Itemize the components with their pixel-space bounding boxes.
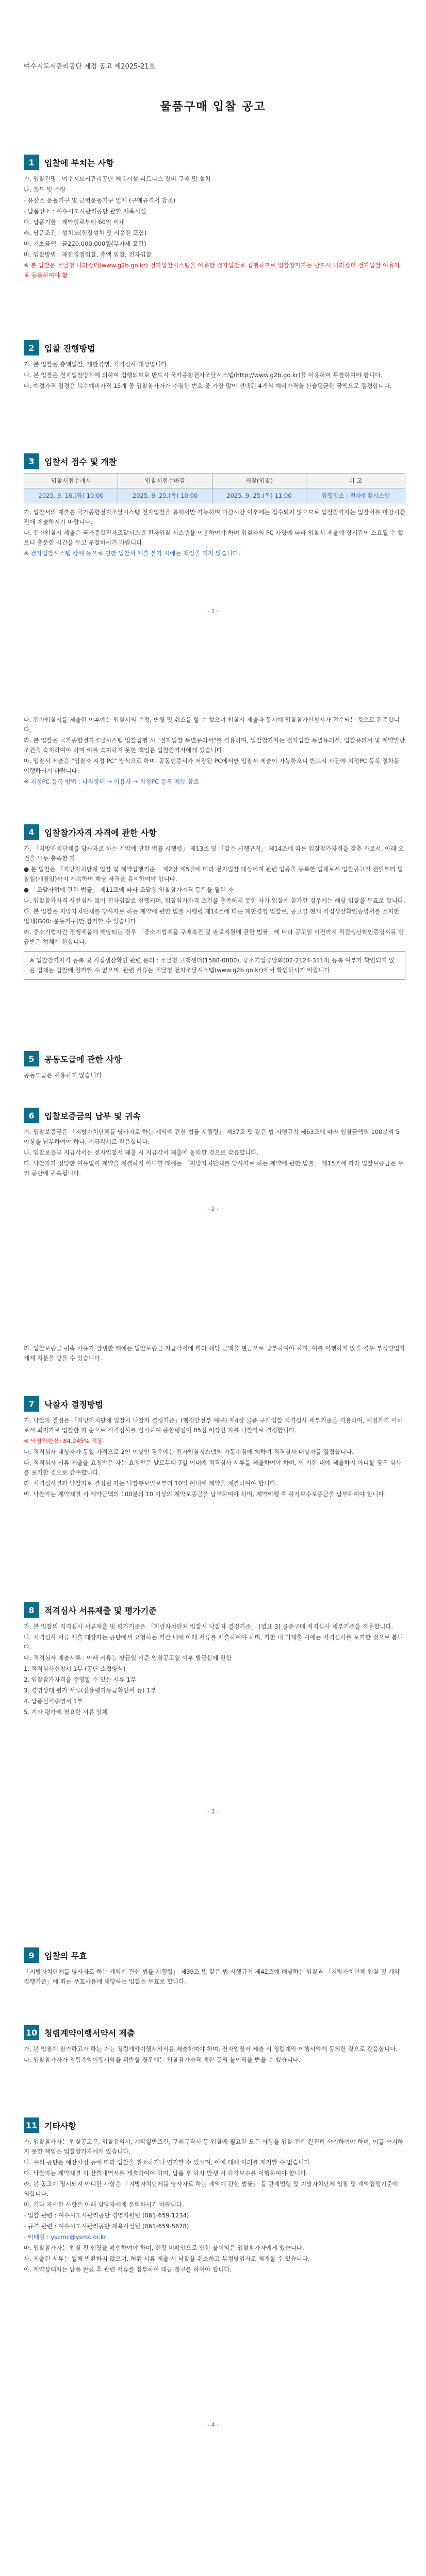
section-4-header (24, 824, 405, 840)
section-5 (24, 1051, 405, 1081)
table-row (24, 488, 405, 503)
text-line: 가. 입찰건명 : 여수시도시관리공단 체육시설 피트니스 장비 구매 및 설치 (24, 175, 211, 182)
page-number: - 4 - (207, 2421, 219, 2428)
text-line: 다. 납품기한 : 계약일로부터 60일 이내 (24, 218, 125, 226)
section-6-header (24, 1108, 405, 1123)
section-3-header (24, 453, 405, 469)
section-title: 청렴계약이행서약서 제출 (44, 2028, 135, 2038)
text-line: 다. 낙찰자가 정당한 이유없이 계약을 체결하지 아니할 때에는 「지방자치단체를 당사자로 하는 계약에 관한 법률」 제15조에 따라 입찰보증금은 우리 공단에 귀속됩니다. (24, 1160, 404, 1177)
section-5-header (24, 1051, 405, 1066)
text-line: 가. 본 입찰에 참가하고자 하는 자는 청렴계약이행서약서를 제출하여야 하며, 전자입찰서 제출 시 청렴계약 이행서약에 동의한 것으로 갈음합니다. (24, 2045, 398, 2053)
section-7-header (24, 1396, 405, 1412)
text-line: 3. 경영상태 평가 서류(신용평가등급확인서 등) 1부 (24, 1687, 156, 1694)
section-title: 입찰보증금의 납부 및 귀속 (44, 1111, 141, 1121)
section-3 (24, 453, 405, 560)
text-line: - 입찰 관련 : 여수시도시관리공단 경영지원팀 (061-659-1234) (24, 2212, 189, 2219)
schedule-table (24, 473, 405, 503)
text-line: 마. 기타 자세한 사항은 아래 담당자에게 문의하시기 바랍니다. (24, 2201, 184, 2208)
table-cell: 2025. 9. 25.(목) 10:00 (118, 488, 212, 503)
section-10 (24, 2025, 405, 2066)
text-line: 라. 본 공고에 명시되지 아니한 사항은 「지방자치단체를 당사자로 하는 계약에 관한 법률」 등 관계법령 및 지방자치단체 입찰 및 계약집행기준에 의합니다. (24, 2180, 398, 2197)
text-line: 1. 적격심사신청서 1부 (공단 소정양식) (24, 1665, 126, 1672)
text-line: 나. 우리 공단은 예산사정 등에 따라 입찰을 취소하거나 연기할 수 있으며, 이에 대해 이의를 제기할 수 없습니다. (24, 2159, 312, 2166)
text-line: 마. 기초금액 : 금220,000,000원(부가세 포함) (24, 240, 146, 247)
text-line: 라. 입찰보증금 귀속 사유가 발생한 때에는 입찰보증금 지급각서에 따라 해당 금액을 현금으로 납부하여야 하며, 이를 이행하지 않을 경우 부정당업자 제재 처분을 받을 수 있습니다. (24, 1345, 405, 1362)
notice-note: ※ 전자입찰시스템 장애 등으로 인한 입찰서 제출 불가 시에는 책임을 지지 않습니다. (24, 550, 241, 557)
section-1 (24, 155, 405, 281)
text-line: 바. 입찰참가자는 입찰 전 현장을 확인하여야 하며, 현장 미확인으로 인한 불이익은 입찰참가자에게 있습니다. (24, 2244, 304, 2251)
section-7 (24, 1396, 405, 1500)
contact-email-link[interactable]: - 이메일 : yscmc@ysmc.or.kr (24, 2233, 107, 2241)
text-line: 2. 입찰참가자격을 증명할 수 있는 서류 1부 (24, 1676, 136, 1683)
section-title: 입찰참가자격 자격에 관한 사항 (44, 827, 157, 838)
text-line: 5. 기타 평가에 필요한 서류 일체 (24, 1708, 108, 1716)
section-number-badge: 3 (24, 453, 39, 469)
text-line: 4. 납품실적증명서 1부 (24, 1698, 83, 1705)
section-6-continued (24, 1340, 405, 1364)
section-number-badge: 5 (24, 1051, 39, 1066)
section-title: 입찰 진행방법 (44, 343, 95, 353)
section-number-badge: 6 (24, 1108, 39, 1123)
text-line: 라. 본 입찰은 국가종합전자조달시스템 입찰집행 시 "전자입찰 특별유의서"를 적용하며, 입찰참가자는 전자입찰 특별유의서, 입찰유의서 및 계약일반조건을 숙지하여야 하며 이를 숙지하지 못한 책임은 입찰참가자에게 있습니다. (24, 737, 405, 754)
section-2 (24, 340, 405, 392)
text-line: 나. 전자입찰서 제출은 국가종합전자조달시스템 전자입찰 시스템을 이용하여야 하며 입찰자의 PC 사양에 따라 입찰서 제출에 장시간이 소요될 수 있으니 충분한 시간을 두고 투찰하시기 바랍니다. (24, 529, 404, 546)
text-line: ● 본 입찰은 「지방자치단체 입찰 및 계약집행기준」 제2장 제5절에 따라 전자입찰 대상이며 관련 업종을 등록한 업체로서 입찰공고일 전일부터 입찰일(개찰일)까지 계속하여 해당 자격을 유지하여야 합니다. (24, 866, 403, 883)
table-header-cell: 개찰(입찰) (212, 473, 306, 488)
section-title: 적격심사 서류제출 및 평가기준 (44, 1605, 157, 1616)
text-line: 나. 품목 및 수량 (24, 186, 66, 193)
page-number: - 2 - (207, 1206, 219, 1212)
text-line: 마. 입찰서 제출은 "입찰자 지정 PC" 방식으로 하며, 공동인증서가 저장된 PC에서만 입찰서 제출이 가능하오니 반드시 사전에 지정PC 등록 절차를 이행하시기 바랍니다. (24, 757, 400, 774)
text-line: - 납품장소 : 여수시도시관리공단 관할 체육시설 (24, 208, 146, 215)
section-2-body (24, 360, 405, 391)
text-line: 라. 중소기업자간 경쟁제품에 해당되는 경우 「중소기업제품 구매촉진 및 판로지원에 관한 법률」에 따라 공고일 이전까지 직접생산확인증명서를 발급받은 업체에 한합니다. (24, 928, 404, 945)
text-line: - 규격 관련 : 여수시도시관리공단 체육시설팀 (061-659-5678) (24, 2223, 189, 2230)
section-8-header (24, 1602, 405, 1618)
notice-note: ※ 본 입찰은 조달청 나라장터(www.g2b.go.kr) 전자입찰시스템을 이용한 전자입찰로 집행하므로 입찰참가자는 반드시 나라장터 전자입찰 이용자로 등록하여야 함 (24, 262, 400, 279)
text-line: 공동도급은 허용하지 않습니다. (24, 1072, 104, 1079)
text-line: 가. 본 입찰의 적격심사 서류제출 및 평가기준은 「지방자치단체 입찰시 낙찰자 결정기준」 [별표 3] 물품구매 적격심사 세부기준을 적용합니다. (24, 1623, 394, 1630)
section-5-body (24, 1071, 405, 1080)
text-line: 바. 입찰방법 : 제한경쟁입찰, 총액 입찰, 전자입찰 (24, 251, 152, 258)
text-line: 다. 전자입찰서를 제출한 이후에는 입찰서의 수정, 변경 및 취소를 할 수 없으며 입찰서 제출과 동시에 입찰참가신청서가 접수되는 것으로 간주합니다. (24, 716, 400, 733)
text-line: 가. 낙찰자 결정은 「지방자치단체 입찰시 낙찰자 결정기준」(행정안전부 예규) 제4장 물품 구매입찰 적격심사 세부기준을 적용하며, 예정가격 이하로서 최저가로 입찰한 자 순으로 적격심사를 실시하여 종합평점이 85점 이상인 자를 낙찰자로 결정합니다. (24, 1417, 403, 1434)
text-line: 「지방자치단체를 당사자로 하는 계약에 관한 법률 시행령」 제39조 및 같은 법 시행규칙 제42조에 해당하는 입찰과 「지방자치단체 입찰 및 계약집행기준」에 따른 무효사유에 해당하는 입찰은 무효로 합니다. (24, 1968, 400, 1985)
section-number-badge: 2 (24, 340, 39, 355)
section-11-header (24, 2117, 405, 2133)
text-line: 다. 적격심사 서류 제출을 요청받은 자는 요청받은 날로부터 7일 이내에 적격심사 서류를 제출하여야 하며, 이 기한 내에 제출하지 아니할 경우 심사를 포기한 것으로 간주합니다. (24, 1459, 402, 1476)
section-1-header (24, 155, 405, 170)
text-line: 마. 낙찰자는 계약체결 시 계약금액의 100분의 10 이상의 계약보증금을 납부하여야 하며, 계약이행 후 하자보수보증금을 납부하여야 합니다. (24, 1490, 386, 1498)
text-line: 가. 입찰참가자는 입찰공고문, 입찰유의서, 계약일반조건, 구매규격서 등 입찰에 필요한 모든 사항을 입찰 전에 완전히 숙지하여야 하며, 이를 숙지하지 못한 책임은 입찰참가자에게 있습니다. (24, 2138, 403, 2155)
section-number-badge: 9 (24, 1947, 39, 1963)
section-title: 공동도급에 관한 사항 (44, 1054, 122, 1064)
section-9-body (24, 1967, 405, 1987)
text-line: 나. 입찰참가자가 청렴계약이행서약을 위반할 경우에는 입찰참가자격 제한 등의 불이익을 받을 수 있습니다. (24, 2056, 301, 2063)
text-line: 가. 입찰보증금은 「지방자치단체를 당사자로 하는 계약에 관한 법률 시행령」 제37조 및 같은 법 시행규칙 제63조에 따라 입찰금액의 100분의 5 이상을 납부하여야 하나, 지급각서로 갈음합니다. (24, 1128, 400, 1145)
section-3-continued (24, 711, 405, 788)
section-title: 낙찰자 결정방법 (44, 1399, 103, 1410)
section-number-badge: 8 (24, 1602, 39, 1618)
text-line: 나. 적격심사 서류 제출 대상자는 공단에서 요청하는 기간 내에 아래 서류를 제출하여야 하며, 기한 내 미제출 시에는 적격심사를 포기한 것으로 봅니다. (24, 1634, 403, 1651)
section-3-body (24, 507, 405, 558)
table-header-row (24, 473, 405, 488)
text-line: 나. 입찰보증금 지급각서는 전자입찰서 제출 시 지급각서 제출에 동의한 것으로 갈음합니다. (24, 1149, 258, 1156)
table-header-cell: 입찰서접수개시 (24, 473, 118, 488)
text-line: 나. 적격심사 대상자가 동일 가격으로 2인 이상인 경우에는 전자입찰시스템의 자동추첨에 의하여 적격심사 대상자를 결정합니다. (24, 1448, 354, 1455)
section-11-body (24, 2137, 405, 2275)
notice-note: ※ 지정PC 등록 방법 : 나라장터 → 이용자 → 지정PC 등록 메뉴 참조 (24, 778, 199, 785)
text-line: 가. 입찰서의 제출은 국가종합전자조달시스템 전자입찰을 통해서만 가능하며 마감시간 이후에는 접수되지 않으므로 입찰참가자는 입찰서를 마감시간 전에 제출하시기 바랍니다. (24, 509, 405, 526)
section-10-header (24, 2025, 405, 2040)
section-11 (24, 2117, 405, 2276)
page-number: - 1 - (207, 608, 219, 615)
section-1-body (24, 174, 405, 280)
page-title: 물품구매 입찰 공고 (160, 100, 266, 113)
section-6-continued-body (24, 1344, 405, 1363)
text-line: ※ 낙찰하한율: 84.245% 적용 (24, 1437, 103, 1445)
table-header-cell: 비 고 (306, 473, 405, 488)
section-7-body (24, 1416, 405, 1499)
section-6-body (24, 1127, 405, 1178)
text-line: 라. 적격심사결과 낙찰자로 결정된 자는 낙찰통보일로부터 10일 이내에 계약을 체결하여야 합니다. (24, 1480, 277, 1487)
text-line: - 유산소 운동기구 및 근력운동기구 일체 (구매규격서 참조) (24, 197, 176, 204)
text-line: 다. 낙찰자는 계약체결 시 산출내역서를 제출하여야 하며, 납품 후 하자 발생 시 하자보수를 이행하여야 합니다. (24, 2170, 308, 2177)
notice-reference: 여수시도시관리공단 제정 공고 제2025-21호 (24, 63, 156, 71)
section-number-badge: 10 (24, 2025, 39, 2040)
table-cell: 집행장소 : 전자입찰시스템 (306, 488, 405, 503)
section-3-continued-body (24, 715, 405, 787)
text-line: 다. 적격심사 제출서류 : 아래 서류는 발급일 기준 입찰공고일 이후 발급분에 한함 (24, 1654, 232, 1662)
page-number: - 3 - (207, 1808, 219, 1815)
section-number-badge: 1 (24, 155, 39, 170)
section-title: 기타사항 (44, 2121, 76, 2131)
section-10-body (24, 2044, 405, 2065)
text-line: 나. 입찰참가자격 사전심사 없이 전자입찰로 진행되며, 입찰참가자격 조건을 충족하지 못한 자가 입찰에 참가한 경우에는 해당 입찰을 무효로 합니다. (24, 897, 405, 904)
text-line: 라. 납품조건 : 설치도(현장설치 및 시운전 포함) (24, 229, 147, 236)
section-6 (24, 1108, 405, 1179)
section-4 (24, 824, 405, 980)
section-number-badge: 7 (24, 1396, 39, 1412)
text-line: 나. 본 입찰은 전자입찰방식에 의하여 집행되므로 반드시 국가종합전자조달시스템(http://www.g2b.go.kr)을 이용하여 투찰하여야 합니다. (24, 371, 383, 379)
text-line: 가. 「지방자치단체를 당사자로 하는 계약에 관한 법률 시행령」 제13조 및 「같은 시행규칙」 제14조에 따른 입찰참가자격을 갖춘 자로서, 아래 요건을 모두 충족한 자 (24, 845, 404, 862)
text-line: 다. 예정가격 결정은 복수예비가격 15개 중 입찰참가자가 추첨한 번호 중 가장 많이 선택된 4개의 예비가격을 산술평균한 금액으로 결정합니다. (24, 382, 392, 389)
table-header-cell: 입찰서접수마감 (118, 473, 212, 488)
section-2-header (24, 340, 405, 355)
text-line: 다. 본 입찰은 지방자치단체를 당사자로 하는 계약에 관한 법률 시행령 제14조에 따른 제한경쟁 입찰로, 공고일 현재 직접생산확인증명서를 소지한 업체(G00: 운동기구)만 참가할 수 있습니다. (24, 908, 400, 925)
text-line: 사. 제출된 서류는 일체 반환하지 않으며, 허위 서류 제출 시 낙찰을 취소하고 부정당업자로 제재할 수 있습니다. (24, 2255, 310, 2262)
section-number-badge: 11 (24, 2117, 39, 2133)
section-9-header (24, 1947, 405, 1963)
table-cell: 2025. 9. 16.(화) 10:00 (24, 488, 118, 503)
section-8-body (24, 1622, 405, 1717)
section-9 (24, 1947, 405, 1988)
section-4-body (24, 844, 405, 980)
section-title: 입찰의 무효 (44, 1951, 87, 1961)
notice-box: ※ 입찰참가자격 등록 및 직접생산확인 관련 문의 : 조달청 고객센터(1588-0800), 중소기업중앙회(02-2124-3114) 등록 여부가 확인되지 않은 업체는 입찰에 참가할 수 없으며, 관련 서류는 조달청 전자조달시스템(www.g2b.go.kr)에서 확인하시기 바랍니다. (24, 951, 405, 980)
table-cell: 2025. 9. 25.(목) 11:00 (212, 488, 306, 503)
section-title: 입찰에 부치는 사항 (44, 158, 114, 168)
text-line: 아. 계약상대자는 납품 완료 후 관련 서류를 첨부하여 대금 청구를 하여야 합니다. (24, 2266, 232, 2273)
text-line: ● 「조달사업에 관한 법률」 제11조에 따라 조달청 입찰참가자격 등록을 필한 자 (24, 886, 234, 893)
text-line: 가. 본 입찰은 총액입찰, 제한경쟁, 적격심사 대상입니다. (24, 361, 169, 368)
section-8 (24, 1602, 405, 1718)
section-number-badge: 4 (24, 824, 39, 840)
section-title: 입찰서 접수 및 개찰 (44, 456, 117, 467)
